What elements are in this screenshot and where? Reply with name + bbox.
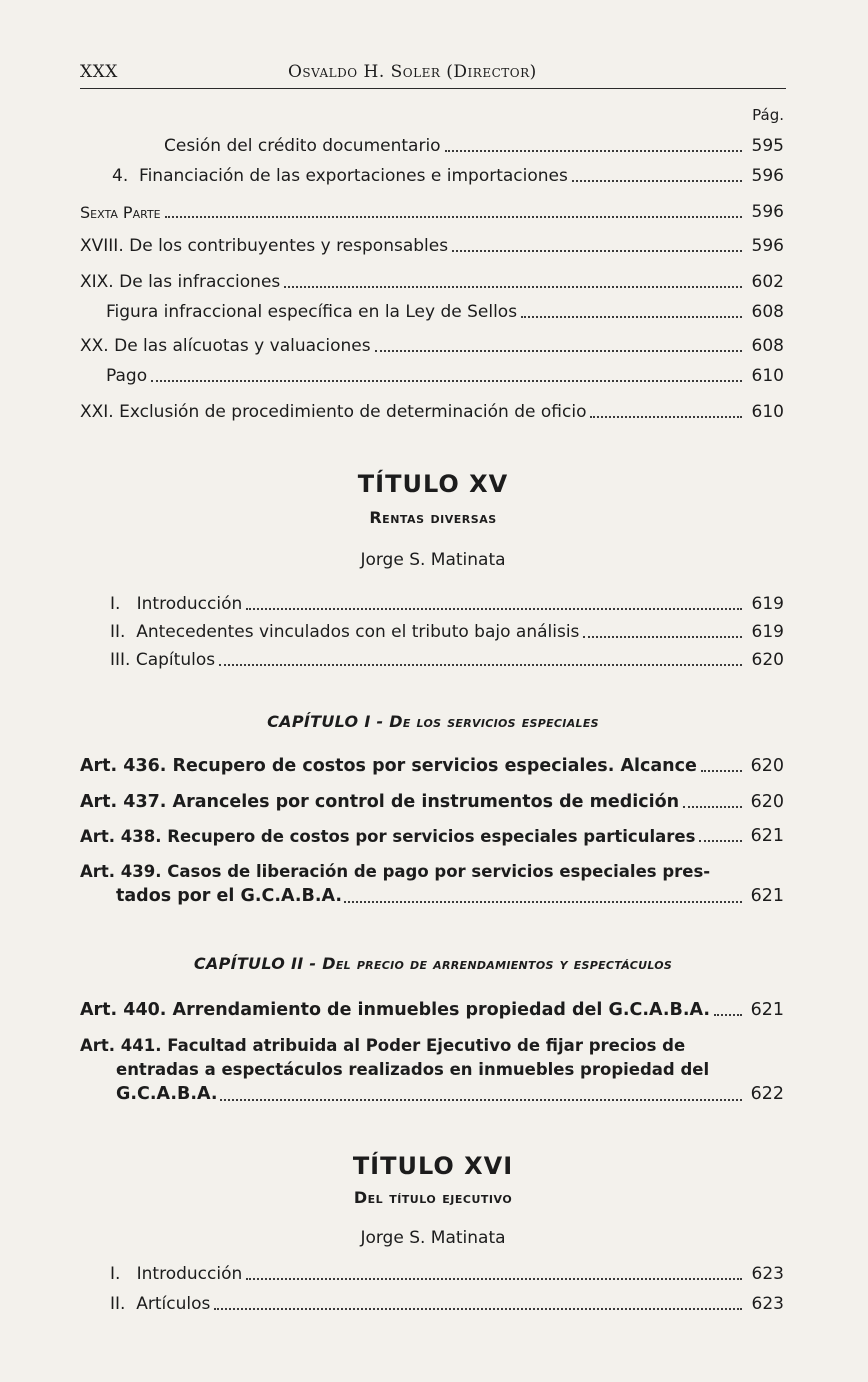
titulo-xv-author: Jorge S. Matinata — [360, 550, 506, 570]
page-number: 621 — [750, 826, 784, 846]
leader-dots — [246, 1278, 742, 1280]
toc-entry: XIX. De las infracciones 602 — [80, 272, 784, 292]
leader-dots — [445, 150, 742, 152]
toc-entry: XVIII. De los contribuyentes y responsables 596 — [80, 236, 784, 256]
titulo-xvi-author: Jorge S. Matinata — [360, 1228, 506, 1248]
leader-dots — [284, 286, 742, 288]
leader-dots — [683, 806, 742, 808]
page-number: 610 — [751, 402, 784, 422]
page-number: 621 — [750, 886, 784, 906]
titulo-xvi-heading: TÍTULO XVI — [352, 1152, 514, 1180]
toc-entry: I. Introducción 623 — [110, 1264, 784, 1284]
leader-dots — [590, 416, 742, 418]
page-number: 623 — [751, 1264, 784, 1284]
toc-entry: I. Introducción 619 — [110, 594, 784, 614]
leader-dots — [219, 664, 742, 666]
page-column-label: Pág. — [752, 106, 784, 124]
toc-entry: XXI. Exclusión de procedimiento de determinación de oficio 610 — [80, 402, 784, 422]
page-number: 619 — [751, 622, 784, 642]
toc-entry: Pago 610 — [106, 366, 784, 386]
leader-dots — [151, 380, 742, 382]
titulo-xvi-subtitle: Del título ejecutivo — [353, 1188, 513, 1207]
toc-entry-part: Sexta Parte 596 — [80, 202, 784, 222]
toc-entry: II. Artículos 623 — [110, 1294, 784, 1314]
page-number: 602 — [751, 272, 784, 292]
toc-article: Art. 440. Arrendamiento de inmuebles propiedad del G.C.A.B.A. 621 — [80, 1000, 784, 1020]
leader-dots — [583, 636, 742, 638]
leader-dots — [344, 901, 742, 903]
leader-dots — [701, 770, 742, 772]
toc-article-multiline: Art. 441. Facultad atribuida al Poder Ejecutivo de fijar precios de entradas a espectáculos realizados en inmuebles propiedad del G.C.A.B.A. 622 — [80, 1036, 784, 1104]
page-folio: XXX — [80, 62, 118, 82]
leader-dots — [214, 1308, 742, 1310]
toc-article-multiline: Art. 439. Casos de liberación de pago por servicios especiales pres- tados por el G.C.A.B.A. 621 — [80, 862, 784, 906]
leader-dots — [246, 608, 742, 610]
capitulo-i-heading: CAPÍTULO I - De los servicios especiales — [267, 712, 599, 731]
leader-dots — [220, 1099, 742, 1101]
toc-entry: II. Antecedentes vinculados con el tributo bajo análisis 619 — [110, 622, 784, 642]
toc-article: Art. 437. Aranceles por control de instrumentos de medición 620 — [80, 792, 784, 812]
page-number: 596 — [751, 236, 784, 256]
capitulo-ii-heading: CAPÍTULO II - Del precio de arrendamientos y espectáculos — [193, 954, 673, 973]
page-number: 620 — [751, 650, 784, 670]
leader-dots — [714, 1014, 742, 1016]
page-number: 621 — [750, 1000, 784, 1020]
page-number: 608 — [751, 302, 784, 322]
running-head — [80, 58, 786, 89]
leader-dots — [521, 316, 742, 318]
page-number: 623 — [751, 1294, 784, 1314]
toc-article: Art. 438. Recupero de costos por servicios especiales particulares 621 — [80, 826, 784, 846]
titulo-xv-subtitle: Rentas diversas — [369, 508, 497, 527]
page-number: 596 — [751, 202, 784, 222]
running-title: Osvaldo H. Soler (Director) — [288, 62, 537, 82]
leader-dots — [165, 216, 742, 218]
titulo-xv-heading: TÍTULO XV — [357, 470, 509, 498]
leader-dots — [452, 250, 742, 252]
toc-article: Art. 436. Recupero de costos por servicios especiales. Alcance 620 — [80, 756, 784, 776]
leader-dots — [699, 840, 742, 842]
page-number: 595 — [751, 136, 784, 156]
page-number: 619 — [751, 594, 784, 614]
toc-entry: III. Capítulos 620 — [110, 650, 784, 670]
leader-dots — [375, 350, 742, 352]
page-number: 610 — [751, 366, 784, 386]
toc-entry: 4. Financiación de las exportaciones e importaciones 596 — [112, 166, 784, 186]
page-number: 596 — [751, 166, 784, 186]
toc-entry: XX. De las alícuotas y valuaciones 608 — [80, 336, 784, 356]
toc-entry: Figura infraccional específica en la Ley de Sellos 608 — [106, 302, 784, 322]
page-number: 620 — [750, 756, 784, 776]
toc-entry: Cesión del crédito documentario 595 — [164, 136, 784, 156]
leader-dots — [572, 180, 742, 182]
page-number: 620 — [750, 792, 784, 812]
page-number: 608 — [751, 336, 784, 356]
page-number: 622 — [750, 1084, 784, 1104]
